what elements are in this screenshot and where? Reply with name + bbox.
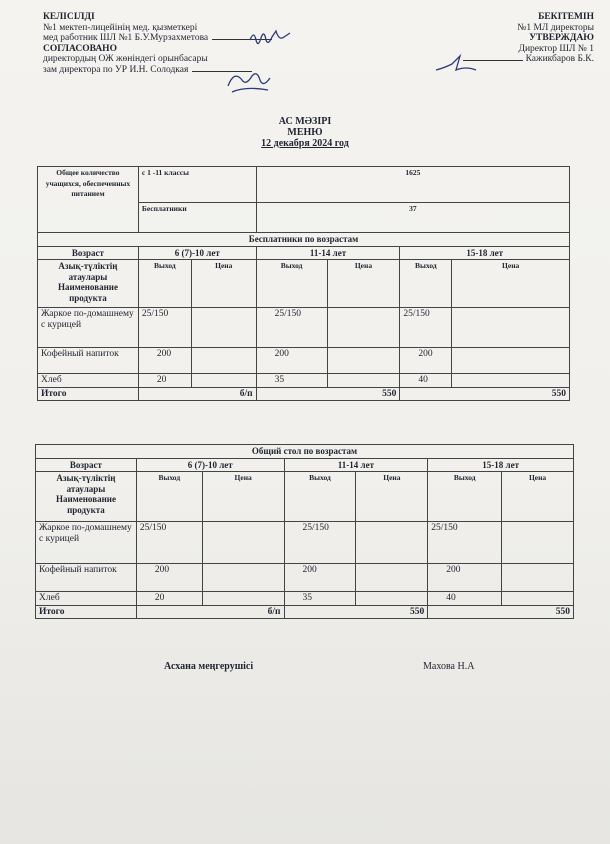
- free-value: 37: [256, 203, 569, 233]
- total-value-2: 550: [256, 387, 400, 401]
- output-value: 25/150: [138, 308, 191, 348]
- product-name: Кофейный напиток: [36, 564, 137, 592]
- agreed-ru: СОГЛАСОВАНО: [43, 43, 117, 54]
- age-group-1: 6 (7)-10 лет: [138, 246, 256, 260]
- output-value: 200: [428, 564, 502, 592]
- nurse-line-ru: мед работник ШЛ №1 Б.У.Мурзахметова: [43, 33, 209, 43]
- total-row: [36, 605, 574, 619]
- product-name: Кофейный напиток: [38, 348, 139, 374]
- total-value-3: 550: [400, 387, 570, 401]
- deputy-line-kz: директордың ОЖ жөніндегі орынбасары: [43, 54, 208, 64]
- director-line-kz: №1 МЛ директоры: [517, 22, 594, 33]
- price-label: Цена: [502, 472, 574, 522]
- age-label: Возраст: [38, 246, 139, 260]
- price-label: Цена: [327, 260, 400, 308]
- output-value: 25/150: [136, 522, 202, 564]
- price-label: Цена: [452, 260, 570, 308]
- total-value-1: б/п: [136, 605, 284, 619]
- approved-kz: БЕКІТЕМІН: [538, 12, 594, 22]
- general-table: [35, 444, 574, 619]
- deputy-line-ru: зам директора по УР И.Н. Солодкая: [43, 64, 189, 75]
- table-row: [38, 374, 570, 388]
- output-value: 40: [400, 374, 452, 388]
- price-label: Цена: [191, 260, 256, 308]
- output-value: 20: [136, 592, 202, 606]
- table-row: [36, 522, 574, 564]
- output-value: 200: [256, 348, 327, 374]
- output-value: 35: [256, 374, 327, 388]
- output-value: 25/150: [400, 308, 452, 348]
- age-label: Возраст: [36, 458, 137, 472]
- output-value: 25/150: [428, 522, 502, 564]
- product-name: Жаркое по-домашнему с курицей: [36, 522, 137, 564]
- product-name: Хлеб: [38, 374, 139, 388]
- deputy-signature-icon: [222, 66, 277, 98]
- output-value: 40: [428, 592, 502, 606]
- agreed-kz: КЕЛІСІЛДІ: [43, 12, 95, 22]
- output-label: Выход: [400, 260, 452, 308]
- approved-ru: УТВЕРЖДАЮ: [529, 33, 594, 43]
- price-label: Цена: [202, 472, 284, 522]
- output-label: Выход: [136, 472, 202, 522]
- free-section-title: Бесплатники по возрастам: [38, 233, 570, 247]
- output-value: 200: [284, 564, 356, 592]
- table-row: [38, 348, 570, 374]
- product-name: Хлеб: [36, 592, 137, 606]
- footer-name: Махова Н.А: [423, 661, 475, 672]
- total-label: Итого: [38, 387, 139, 401]
- nurse-line-kz: №1 мектеп-лицейінің мед. қызметкері: [43, 22, 198, 33]
- director-line-ru: Директор ШЛ № 1: [518, 43, 594, 54]
- nurse-signature-icon: [246, 26, 296, 54]
- output-value: 200: [138, 348, 191, 374]
- total-value-1: б/п: [138, 387, 256, 401]
- table-row: [38, 308, 570, 348]
- output-label: Выход: [256, 260, 327, 308]
- age-group-3: 15-18 лет: [428, 458, 574, 472]
- age-group-2: 11-14 лет: [284, 458, 428, 472]
- age-group-2: 11-14 лет: [256, 246, 400, 260]
- output-label: Выход: [428, 472, 502, 522]
- menu-date: 12 декабря 2024 год: [261, 138, 349, 149]
- product-label: Азық-түліктің атаулары Наименование продукта: [36, 472, 137, 522]
- output-value: 25/150: [256, 308, 327, 348]
- output-value: 200: [400, 348, 452, 374]
- classes-label: с 1 -11 классы: [138, 167, 256, 203]
- table-row: [36, 592, 574, 606]
- output-label: Выход: [284, 472, 356, 522]
- total-label: Итого: [36, 605, 137, 619]
- footer-role: Асхана меңгерушісі: [164, 661, 254, 672]
- director-name: Кажикбаров Б.К.: [525, 54, 594, 64]
- product-name: Жаркое по-домашнему с курицей: [38, 308, 139, 348]
- output-label: Выход: [138, 260, 191, 308]
- general-section-title: Общий стол по возрастам: [36, 445, 574, 459]
- total-students-label: Общее количество учащихся, обеспеченных питанием: [38, 167, 139, 233]
- free-meals-table: [37, 166, 570, 401]
- title-kz: АС МӘЗІРІ: [278, 116, 332, 127]
- table-row: [36, 564, 574, 592]
- price-label: Цена: [356, 472, 428, 522]
- output-value: 35: [284, 592, 356, 606]
- title-ru: МЕНЮ: [287, 127, 323, 138]
- age-group-1: 6 (7)-10 лет: [136, 458, 284, 472]
- age-group-3: 15-18 лет: [400, 246, 570, 260]
- director-signature-icon: [430, 52, 490, 78]
- total-row: [38, 387, 570, 401]
- total-value-3: 550: [428, 605, 574, 619]
- classes-value: 1625: [256, 167, 569, 203]
- title-block: [0, 116, 610, 149]
- total-value-2: 550: [284, 605, 428, 619]
- output-value: 20: [138, 374, 191, 388]
- output-value: 25/150: [284, 522, 356, 564]
- product-label: Азық-түліктің атаулары Наименование продукта: [38, 260, 139, 308]
- free-label: Бесплатники: [138, 203, 256, 233]
- output-value: 200: [136, 564, 202, 592]
